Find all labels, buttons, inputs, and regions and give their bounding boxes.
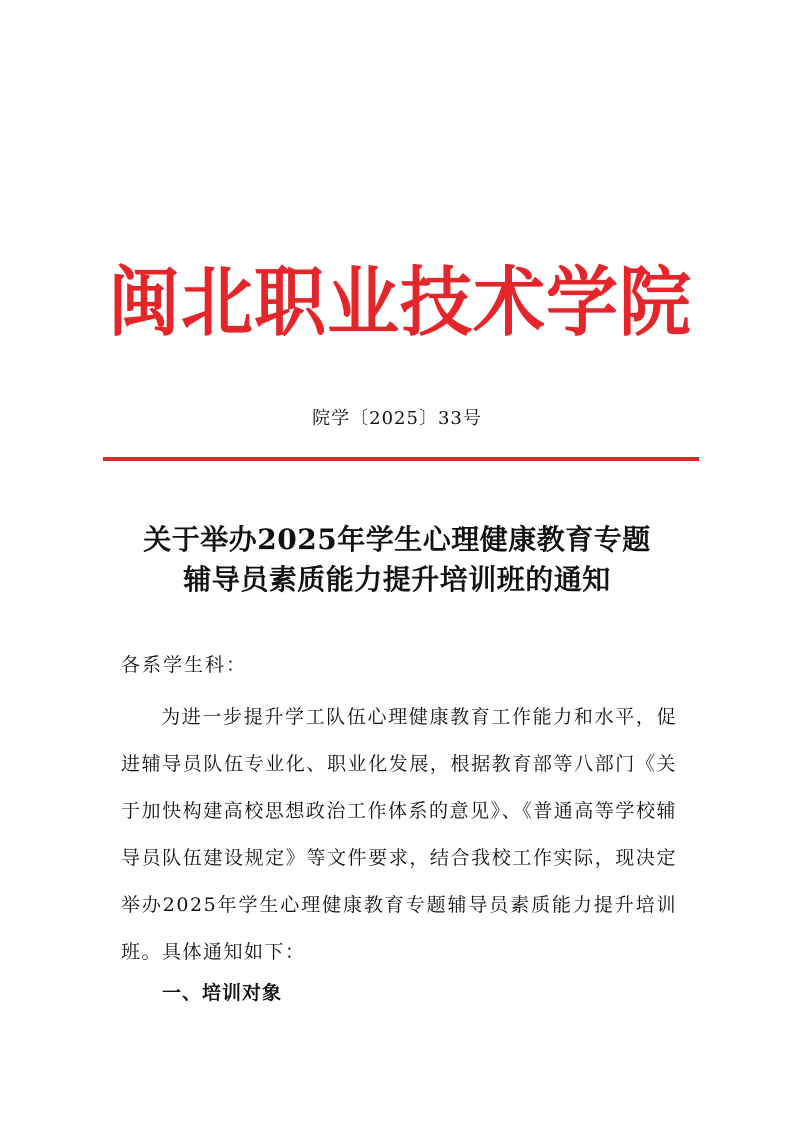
- section-heading-training-targets: 一、培训对象: [162, 982, 283, 1004]
- notice-title-line-1: 关于举办2025年学生心理健康教育专题: [143, 523, 651, 556]
- document-number: 院学〔2025〕33号: [312, 408, 482, 429]
- organization-header: 闽北职业技术学院: [107, 256, 692, 347]
- notice-title: [0, 520, 794, 600]
- red-divider-line: [103, 457, 699, 461]
- body-paragraph: [121, 694, 677, 976]
- addressee: 各系学生科：: [121, 654, 248, 676]
- body-paragraph-text: 为进一步提升学工队伍心理健康教育工作能力和水平，促进辅导员队伍专业化、职业化发展，根据教育部等八部门《关于加快构建高校思想政治工作体系的意见》、《普通高等学校辅导员队伍建设规定》等文件要求，结合我校工作实际，现决定举办2025年学生心理健康教育专题辅导员素质能力提升培训班。具体通知如下：: [121, 706, 677, 963]
- notice-title-line-2: 辅导员素质能力提升培训班的通知: [183, 563, 611, 596]
